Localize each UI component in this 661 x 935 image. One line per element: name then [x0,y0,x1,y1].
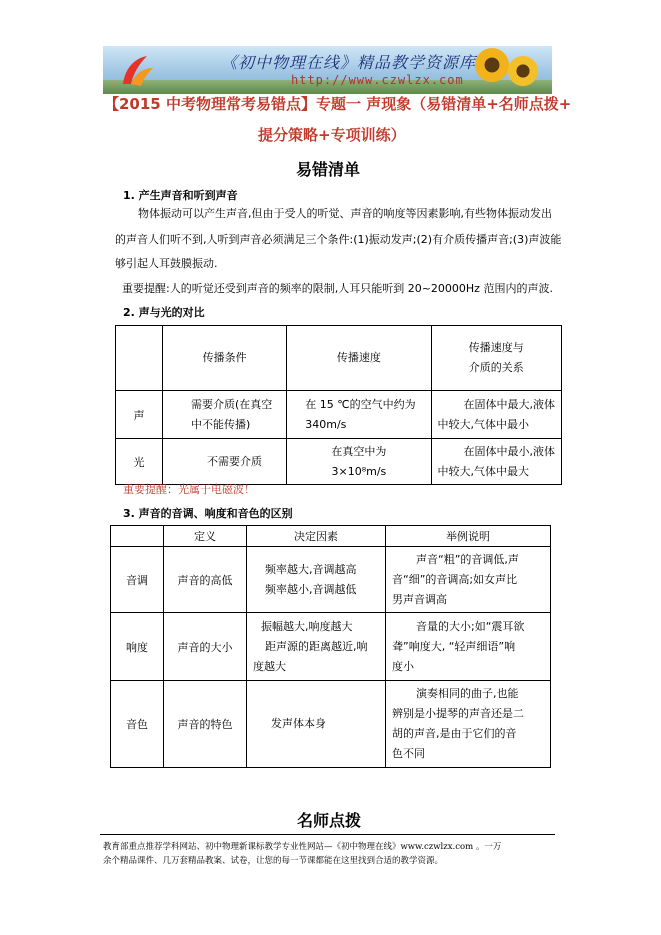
table-cell: 声音的大小 [164,613,247,681]
tip-text-red: 重要提醒：光属于电磁波！ [123,483,255,496]
table-cell: 振幅越大,响度越大 距声源的距离越近,响 度越大 [247,613,386,681]
section-heading-tips: 名师点拨 [297,811,362,830]
header-banner [103,46,552,94]
table-cell: 需要介质(在真空 中不能传播) [162,391,286,439]
table-header-cell: 定义 [164,526,247,547]
banner-title: 《初中物理在线》精品教学资源库 [221,53,477,72]
table-header-cell: 传播速度与 介质的关系 [431,326,562,391]
row-label: 响度 [111,613,164,681]
section-3-title: 3. 声音的音调、响度和音色的区别 [123,507,293,520]
document-title-line1: 【2015 中考物理常考易错点】专题一 声现象（易错清单+名师点拨+ [104,95,572,113]
table-cell: 声音的特色 [164,681,247,768]
row-label: 音色 [111,681,164,768]
sunflower-icon [508,56,538,86]
footer-line2: 余个精品课件、几万套精品教案、试卷，让您的每一节课都能在这里找到合适的教学资源。 [103,856,444,866]
table-cell-empty [111,526,164,547]
table-row [116,391,562,439]
table-cell: 声音“粗”的音调低,声 音“细”的音调高;如女声比 男声音调高 [386,547,551,613]
table-cell: 声音的高低 [164,547,247,613]
table-header-row [116,326,562,391]
table-cell-empty [116,326,163,391]
section-heading-errors: 易错清单 [296,160,361,179]
table-cell: 在固体中最小,液体 中较大,气体中最大 [431,439,562,485]
table-cell: 频率越大,音调越高 频率越小,音调越低 [247,547,386,613]
paragraph-line: 的声音人们听不到,人听到声音必须满足三个条件:(1)振动发声;(2)有介质传播声音;(3)声波能 [115,233,562,246]
sunflower-icon [475,48,509,82]
table-row [111,681,551,768]
table-cell: 发声体本身 [247,681,386,768]
table-cell: 在真空中为 3×10⁸m/s [287,439,431,485]
row-label: 音调 [111,547,164,613]
pitch-loudness-timbre-table [110,525,551,768]
table-header-row [111,526,551,547]
banner-url: http://www.czwlzx.com [291,73,464,87]
footer-line1: 教育部重点推荐学科网站、初中物理新课标教学专业性网站—《初中物理在线》www.czwlzx.com 。一万 [103,842,502,852]
table-row [116,439,562,485]
paragraph-line: 物体振动可以产生声音,但由于受人的听觉、声音的响度等因素影响,有些物体振动发出 [138,207,552,220]
table-cell: 在固体中最大,液体 中较大,气体中最小 [431,391,562,439]
paragraph-line: 够引起人耳鼓膜振动. [115,257,218,270]
row-label: 声 [116,391,163,439]
table-cell: 音量的大小;如“震耳欲 聋”响度大, “轻声细语”响 度小 [386,613,551,681]
table-cell: 在 15 ℃的空气中约为 340m/s [287,391,431,439]
document-title-line2: 提分策略+专项训练） [258,126,406,144]
table-row [111,547,551,613]
table-header-cell: 传播条件 [162,326,286,391]
tip-text: 重要提醒:人的听觉还受到声音的频率的限制,人耳只能听到 20~20000Hz 范围内的声波. [122,282,553,295]
footer-rule [100,834,555,835]
table-cell: 不需要介质 [162,439,286,485]
section-2-title: 2. 声与光的对比 [123,306,205,319]
table-header-cell: 举例说明 [386,526,551,547]
table-row [111,613,551,681]
row-label: 光 [116,439,163,485]
site-logo-icon [117,50,157,90]
section-1-title: 1. 产生声音和听到声音 [123,189,238,202]
table-header-cell: 决定因素 [247,526,386,547]
sound-light-table [115,325,562,485]
table-cell: 演奏相同的曲子,也能 辨别是小提琴的声音还是二 胡的声音,是由于它们的音 色不同 [386,681,551,768]
table-header-cell: 传播速度 [287,326,431,391]
